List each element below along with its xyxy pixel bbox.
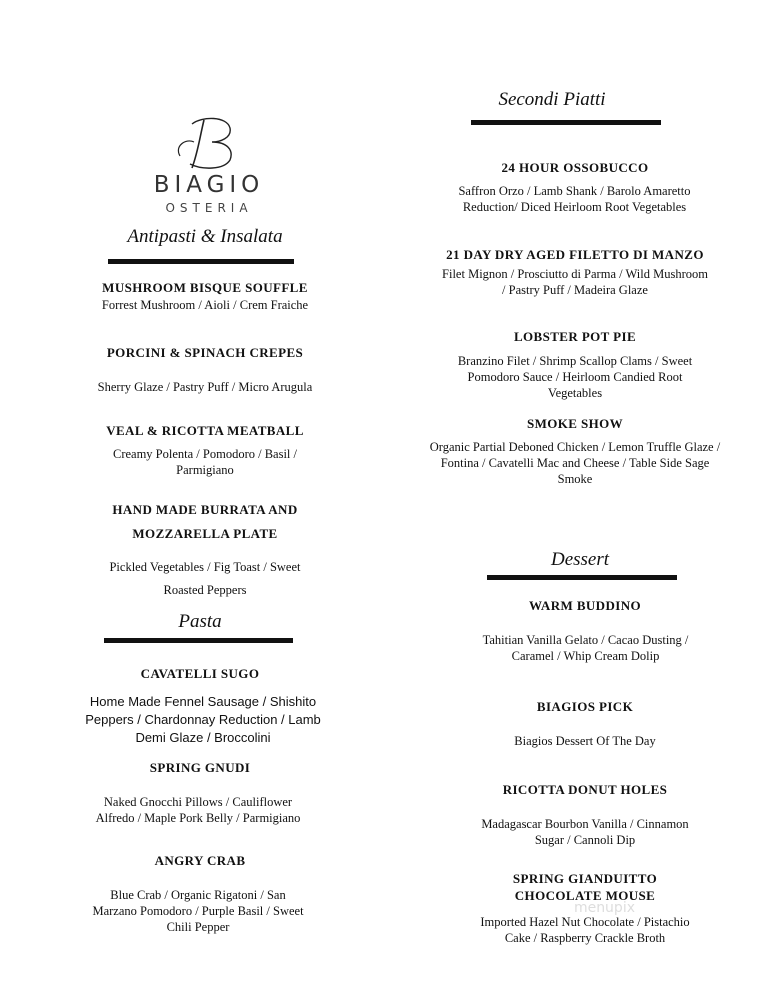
brand-name: BIAGIO xyxy=(153,172,265,198)
section-title-secondi: Secondi Piatti xyxy=(498,89,606,110)
dish-name: 24 HOUR OSSOBUCCO xyxy=(501,160,649,175)
section-divider xyxy=(487,575,677,580)
dish-name: BIAGIOS PICK xyxy=(536,699,634,714)
section-title-pasta: Pasta xyxy=(178,611,222,632)
dish-description: Organic Partial Deboned Chicken / Lemon Truffle Glaze / Fontina / Cavatelli Mac and Cheese / Table Side Sage Smoke xyxy=(429,440,721,486)
watermark: menupix xyxy=(573,900,635,916)
dish-name: SPRING GIANDUITTO CHOCOLATE MOUSE xyxy=(512,871,658,903)
dish-name: ANGRY CRAB xyxy=(154,853,246,868)
section-title-antipasti: Antipasti & Insalata xyxy=(127,226,283,247)
dish-name: SPRING GNUDI xyxy=(149,760,251,775)
dish-description: Branzino Filet / Shrimp Scallop Clams / Sweet Pomodoro Sauce / Heirloom Candied Root Vegetables xyxy=(457,354,693,400)
dish-description: Sherry Glaze / Pastry Puff / Micro Arugula xyxy=(97,380,313,394)
dish-name: 21 DAY DRY AGED FILETTO DI MANZO xyxy=(446,247,704,262)
brand-subtitle: OSTERIA xyxy=(165,201,253,215)
section-title-dessert: Dessert xyxy=(550,549,610,570)
dish-description: Filet Mignon / Prosciutto di Parma / Wild Mushroom / Pastry Puff / Madeira Glaze xyxy=(442,267,708,297)
dish-description: Blue Crab / Organic Rigatoni / San Marzano Pomodoro / Purple Basil / Sweet Chili Pepper xyxy=(92,888,304,934)
dish-name: PORCINI & SPINACH CREPES xyxy=(106,345,304,360)
dish-description: Imported Hazel Nut Chocolate / Pistachio Cake / Raspberry Crackle Broth xyxy=(480,915,690,945)
dish-name: WARM BUDDINO xyxy=(528,598,642,613)
dish-description: Tahitian Vanilla Gelato / Cacao Dusting / Caramel / Whip Cream Dolip xyxy=(482,633,689,663)
section-divider xyxy=(471,120,661,125)
dish-description: Creamy Polenta / Pomodoro / Basil / Parmigiano xyxy=(112,447,297,477)
dish-name: MUSHROOM BISQUE SOUFFLE xyxy=(102,280,308,295)
dish-description: Biagios Dessert Of The Day xyxy=(514,734,656,748)
dish-description: Saffron Orzo / Lamb Shank / Barolo Amaretto Reduction/ Diced Heirloom Root Vegetables xyxy=(458,184,691,214)
section-divider xyxy=(108,259,294,264)
dish-name: LOBSTER POT PIE xyxy=(513,329,637,344)
dish-description: Madagascar Bourbon Vanilla / Cinnamon Sugar / Cannoli Dip xyxy=(481,817,689,847)
dish-description: Forrest Mushroom / Aioli / Crem Fraiche xyxy=(101,298,309,312)
dish-description: Pickled Vegetables / Fig Toast / Sweet Roasted Peppers xyxy=(109,560,301,597)
dish-name: RICOTTA DONUT HOLES xyxy=(502,782,668,797)
dish-description: Home Made Fennel Sausage / Shishito Peppers / Chardonnay Reduction / Lamb Demi Glaze / Broccolini xyxy=(85,694,321,745)
dish-name: SMOKE SHOW xyxy=(526,416,624,431)
dish-description: Naked Gnocchi Pillows / Cauliflower Alfredo / Maple Pork Belly / Parmigiano xyxy=(95,795,301,825)
dish-name: CAVATELLI SUGO xyxy=(140,666,260,681)
section-divider xyxy=(104,638,293,643)
biagio-monogram-logo xyxy=(172,112,244,174)
dish-name: VEAL & RICOTTA MEATBALL xyxy=(106,423,304,438)
dish-name: HAND MADE BURRATA AND MOZZARELLA PLATE xyxy=(112,502,298,541)
